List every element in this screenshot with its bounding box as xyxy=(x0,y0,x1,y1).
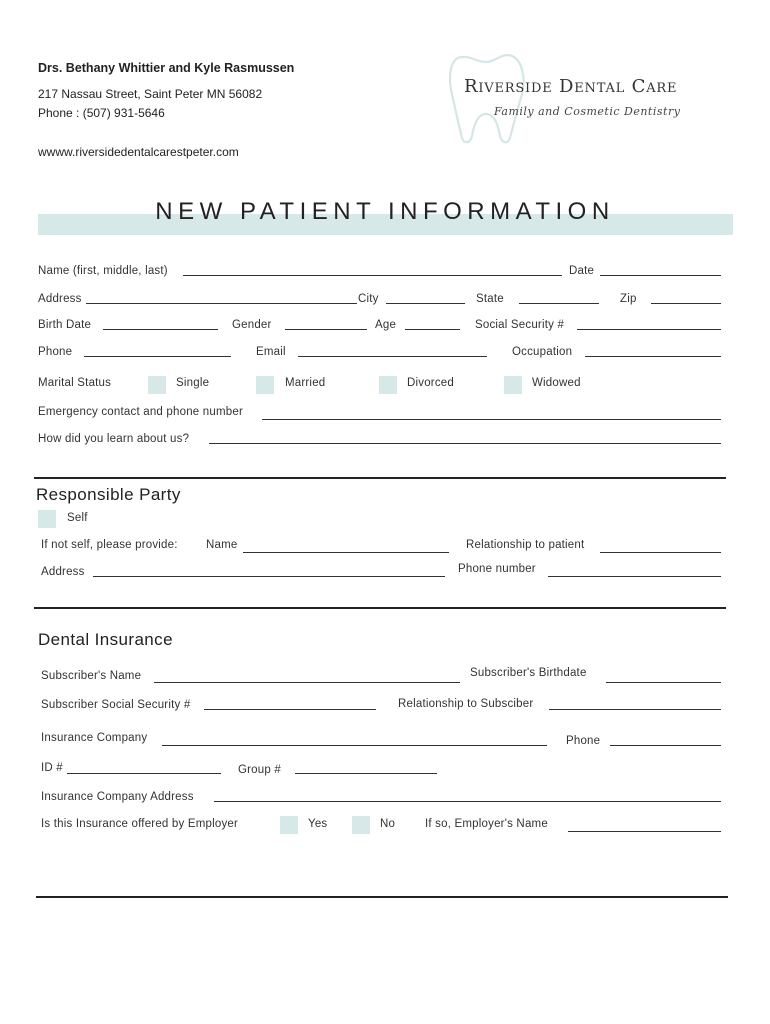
if-not-self-label: If not self, please provide: xyxy=(41,539,178,551)
gender-field[interactable] xyxy=(285,329,367,330)
subscriber-birthdate-label: Subscriber's Birthdate xyxy=(470,667,587,679)
subscriber-birthdate-field[interactable] xyxy=(606,682,721,683)
zip-label: Zip xyxy=(620,293,637,305)
insurance-company-address-label: Insurance Company Address xyxy=(41,791,194,803)
emergency-field[interactable] xyxy=(262,419,721,420)
practice-phone: Phone : (507) 931-5646 xyxy=(38,106,165,120)
age-label: Age xyxy=(375,319,397,331)
married-checkbox[interactable] xyxy=(256,376,274,394)
practice-logo xyxy=(446,50,736,150)
divorced-label: Divorced xyxy=(407,377,454,389)
employer-name-field[interactable] xyxy=(568,831,721,832)
rp-name-label: Name xyxy=(206,539,238,551)
rp-address-label: Address xyxy=(41,566,85,578)
birth-date-label: Birth Date xyxy=(38,319,92,331)
insurance-company-label: Insurance Company xyxy=(41,732,148,744)
referral-label: How did you learn about us? xyxy=(38,433,190,445)
phone-field[interactable] xyxy=(84,356,231,357)
occupation-label: Occupation xyxy=(512,346,573,358)
insurance-company-address-field[interactable] xyxy=(214,801,721,802)
subscriber-name-field[interactable] xyxy=(154,682,460,683)
practice-address: 217 Nassau Street, Saint Peter MN 56082 xyxy=(38,87,263,101)
rp-relationship-field[interactable] xyxy=(600,552,721,553)
age-field[interactable] xyxy=(405,329,460,330)
referral-field[interactable] xyxy=(209,443,721,444)
insurance-phone-field[interactable] xyxy=(610,745,721,746)
phone-label: Phone xyxy=(38,346,73,358)
section-divider xyxy=(34,607,726,609)
subscriber-ssn-label: Subscriber Social Security # xyxy=(41,699,191,711)
rp-phone-field[interactable] xyxy=(548,576,721,577)
tooth-icon xyxy=(446,50,536,150)
state-label: State xyxy=(476,293,504,305)
section-divider xyxy=(34,477,726,479)
rp-address-field[interactable] xyxy=(93,576,445,577)
widowed-label: Widowed xyxy=(532,377,581,389)
name-label: Name (first, middle, last) xyxy=(38,265,168,277)
id-field[interactable] xyxy=(67,773,221,774)
date-label: Date xyxy=(569,265,595,277)
email-field[interactable] xyxy=(298,356,487,357)
self-label: Self xyxy=(67,512,88,524)
email-label: Email xyxy=(256,346,286,358)
group-label: Group # xyxy=(238,764,281,776)
yes-checkbox[interactable] xyxy=(280,816,298,834)
rp-phone-label: Phone number xyxy=(458,563,536,575)
address-label: Address xyxy=(38,293,82,305)
birth-date-field[interactable] xyxy=(103,329,218,330)
responsible-party-title: Responsible Party xyxy=(36,485,181,504)
ssn-field[interactable] xyxy=(577,329,721,330)
self-checkbox[interactable] xyxy=(38,510,56,528)
married-label: Married xyxy=(285,377,326,389)
doctors-name: Drs. Bethany Whittier and Kyle Rasmussen xyxy=(38,61,295,75)
subscriber-relationship-label: Relationship to Subsciber xyxy=(398,698,534,710)
logo-tagline: Family and Cosmetic Dentistry xyxy=(494,105,681,118)
insurance-phone-label: Phone xyxy=(566,735,601,747)
rp-relationship-label: Relationship to patient xyxy=(466,539,585,551)
single-label: Single xyxy=(176,377,210,389)
section-divider xyxy=(36,896,728,898)
subscriber-ssn-field[interactable] xyxy=(204,709,376,710)
subscriber-name-label: Subscriber's Name xyxy=(41,670,142,682)
zip-field[interactable] xyxy=(651,303,721,304)
subscriber-relationship-field[interactable] xyxy=(549,709,721,710)
single-checkbox[interactable] xyxy=(148,376,166,394)
city-field[interactable] xyxy=(386,303,465,304)
state-field[interactable] xyxy=(519,303,599,304)
group-field[interactable] xyxy=(295,773,437,774)
name-field[interactable] xyxy=(183,275,562,276)
practice-website: wwww.riversidedentalcarestpeter.com xyxy=(38,145,239,159)
address-field[interactable] xyxy=(86,303,357,304)
insurance-company-field[interactable] xyxy=(162,745,547,746)
city-label: City xyxy=(358,293,379,305)
dental-insurance-title: Dental Insurance xyxy=(38,630,173,649)
divorced-checkbox[interactable] xyxy=(379,376,397,394)
employer-name-label: If so, Employer's Name xyxy=(425,818,548,830)
date-field[interactable] xyxy=(600,275,721,276)
gender-label: Gender xyxy=(232,319,272,331)
logo-title: Riverside Dental Care xyxy=(464,76,678,97)
yes-label: Yes xyxy=(308,818,328,830)
no-label: No xyxy=(380,818,396,830)
form-title: NEW PATIENT INFORMATION xyxy=(155,198,615,225)
occupation-field[interactable] xyxy=(585,356,721,357)
widowed-checkbox[interactable] xyxy=(504,376,522,394)
id-label: ID # xyxy=(41,762,63,774)
no-checkbox[interactable] xyxy=(352,816,370,834)
employer-offered-label: Is this Insurance offered by Employer xyxy=(41,818,239,830)
emergency-label: Emergency contact and phone number xyxy=(38,406,243,418)
marital-status-label: Marital Status xyxy=(38,377,112,389)
rp-name-field[interactable] xyxy=(243,552,449,553)
ssn-label: Social Security # xyxy=(475,319,565,331)
